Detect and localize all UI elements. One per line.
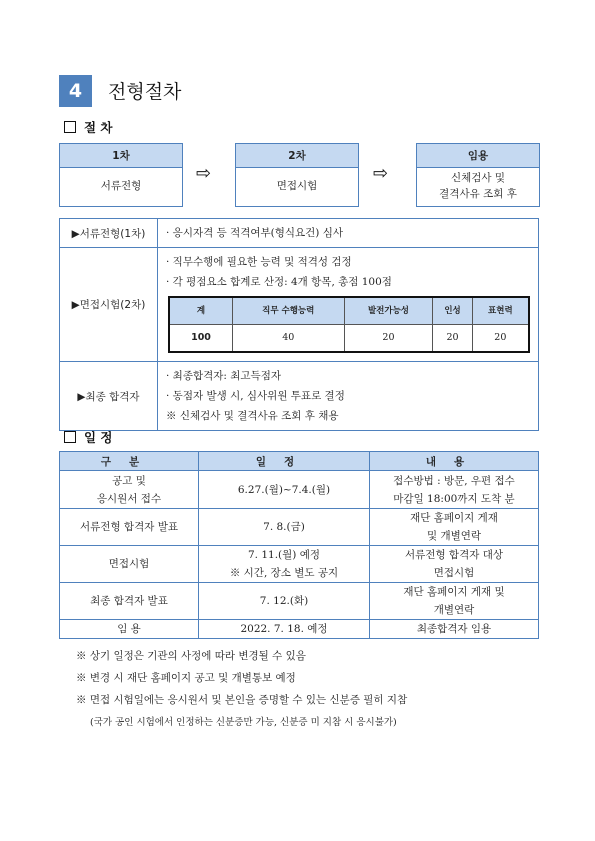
cell-line: 접수방법 : 방문, 우편 접수	[393, 474, 515, 487]
note-3: ※ 면접 시험일에는 응시원서 및 본인을 증명할 수 있는 신분증 필히 지참	[76, 694, 408, 706]
cell-line: 최종합격자 임용	[416, 623, 492, 635]
schedule-row	[60, 546, 539, 583]
criteria-content-final	[158, 362, 539, 431]
schedule-cell-date	[199, 546, 370, 583]
procedure-heading-text: 절 차	[84, 120, 113, 135]
cell-line: 임 용	[117, 623, 141, 635]
schedule-cell-category	[60, 620, 199, 639]
note-3-sub: (국가 공인 시험에서 인정하는 신분증만 가능, 신분증 미 지참 시 응시불가)	[90, 717, 397, 728]
procedure-heading	[64, 118, 113, 136]
schedule-heading	[64, 428, 113, 446]
score-value-potential: 20	[344, 325, 433, 353]
score-header-total: 계	[169, 297, 233, 325]
schedule-cell-date	[199, 583, 370, 620]
cell-line: 서류전형 합격자 발표	[80, 521, 178, 533]
cell-line: 면접시험	[433, 567, 475, 579]
score-value-total: 100	[169, 325, 233, 353]
cell-line: 6.27.(월)~7.4.(월)	[237, 483, 331, 496]
section-number: 4	[59, 75, 92, 107]
criteria-table	[59, 218, 539, 431]
step-2-box	[235, 143, 359, 207]
schedule-header-category: 구분	[60, 452, 199, 471]
score-header-potential: 발전가능성	[344, 297, 433, 325]
step-3-box	[416, 143, 540, 207]
score-header-row	[169, 297, 529, 325]
schedule-row	[60, 509, 539, 546]
cell-line: 2022. 7. 18. 예정	[240, 623, 328, 635]
schedule-cell-date	[199, 471, 370, 509]
note-1: ※ 상기 일정은 기관의 사정에 따라 변경될 수 있음	[76, 650, 306, 662]
cell-line: ※ 시간, 장소 별도 공지	[229, 567, 339, 579]
cell-line: 서류전형 합격자 대상	[405, 549, 503, 561]
step-3-head: 임용	[417, 144, 539, 168]
schedule-cell-content	[370, 509, 539, 546]
schedule-header-date: 일정	[199, 452, 370, 471]
schedule-heading-text: 일 정	[84, 430, 113, 445]
schedule-row	[60, 583, 539, 620]
step-1-head: 1차	[60, 144, 182, 168]
schedule-cell-content	[370, 620, 539, 639]
cell-line: 응시원서 접수	[96, 492, 162, 505]
cell-line: 7. 8.(금)	[263, 521, 305, 533]
schedule-cell-category	[60, 509, 199, 546]
criteria-row-doc	[60, 219, 539, 248]
schedule-cell-category	[60, 471, 199, 509]
score-header-expression: 표현력	[472, 297, 529, 325]
step-2-head: 2차	[236, 144, 358, 168]
cell-line: 마감일 18:00까지 도착 분	[393, 492, 515, 505]
schedule-cell-category	[60, 583, 199, 620]
cell-line: 면접시험	[108, 558, 150, 570]
score-value-expression: 20	[472, 325, 529, 353]
schedule-cell-date	[199, 620, 370, 639]
cell-line: 및 개별연락	[426, 530, 482, 542]
cell-line: 재단 홈페이지 게재 및	[403, 586, 505, 598]
step-3-body	[417, 168, 539, 206]
score-header-character: 인성	[433, 297, 472, 325]
schedule-header-content: 내용	[370, 452, 539, 471]
final-line3: ※ 신체검사 및 결격사유 조회 후 채용	[166, 410, 339, 422]
step-1-body: 서류전형	[100, 180, 142, 193]
schedule-header-row	[60, 452, 539, 471]
schedule-cell-content	[370, 471, 539, 509]
schedule-table	[59, 451, 539, 639]
step-3-body-line1: 신체검사 및	[450, 172, 506, 185]
interview-line1: · 직무수행에 필요한 능력 및 적격성 검정	[166, 256, 352, 268]
cell-line: 최종 합격자 발표	[90, 595, 168, 607]
checkbox-square-icon	[64, 431, 76, 443]
score-header-competency: 직무 수행능력	[233, 297, 345, 325]
final-line2: · 동점자 발생 시, 심사위원 투표로 결정	[166, 390, 345, 402]
criteria-content-interview	[158, 248, 539, 362]
checkbox-square-icon	[64, 121, 76, 133]
note-2: ※ 변경 시 재단 홈페이지 공고 및 개별통보 예정	[76, 672, 296, 684]
criteria-row-final	[60, 362, 539, 431]
score-value-competency: 40	[233, 325, 345, 353]
criteria-text-doc: · 응시자격 등 적격여부(형식요건) 심사	[158, 219, 539, 248]
section-title: 전형절차	[108, 81, 182, 103]
cell-line: 공고 및	[112, 474, 146, 487]
score-value-character: 20	[433, 325, 472, 353]
criteria-label-final: ▶최종 합격자	[60, 362, 158, 431]
schedule-row	[60, 471, 539, 509]
schedule-cell-date	[199, 509, 370, 546]
arrow-right-icon: ⇨	[196, 163, 212, 184]
schedule-cell-content	[370, 546, 539, 583]
schedule-cell-category	[60, 546, 199, 583]
cell-line: 재단 홈페이지 게재	[410, 512, 498, 524]
cell-line: 7. 11.(월) 예정	[247, 549, 320, 561]
criteria-row-interview	[60, 248, 539, 362]
schedule-row	[60, 620, 539, 639]
step-2-body: 면접시험	[276, 180, 318, 193]
criteria-label-interview: ▶면접시험(2차)	[60, 248, 158, 362]
score-value-row	[169, 325, 529, 353]
interview-line2: · 각 평점요소 합계로 산정: 4개 항목, 총점 100점	[166, 276, 392, 288]
step-1-box	[59, 143, 183, 207]
score-table	[168, 296, 530, 353]
cell-line: 7. 12.(화)	[259, 595, 309, 607]
criteria-label-doc: ▶서류전형(1차)	[60, 219, 158, 248]
schedule-cell-content	[370, 583, 539, 620]
cell-line: 개별연락	[433, 604, 475, 616]
step-3-body-line2: 결격사유 조회 후	[439, 188, 517, 200]
final-line1: · 최종합격자: 최고득점자	[166, 370, 281, 382]
arrow-right-icon: ⇨	[373, 163, 389, 184]
